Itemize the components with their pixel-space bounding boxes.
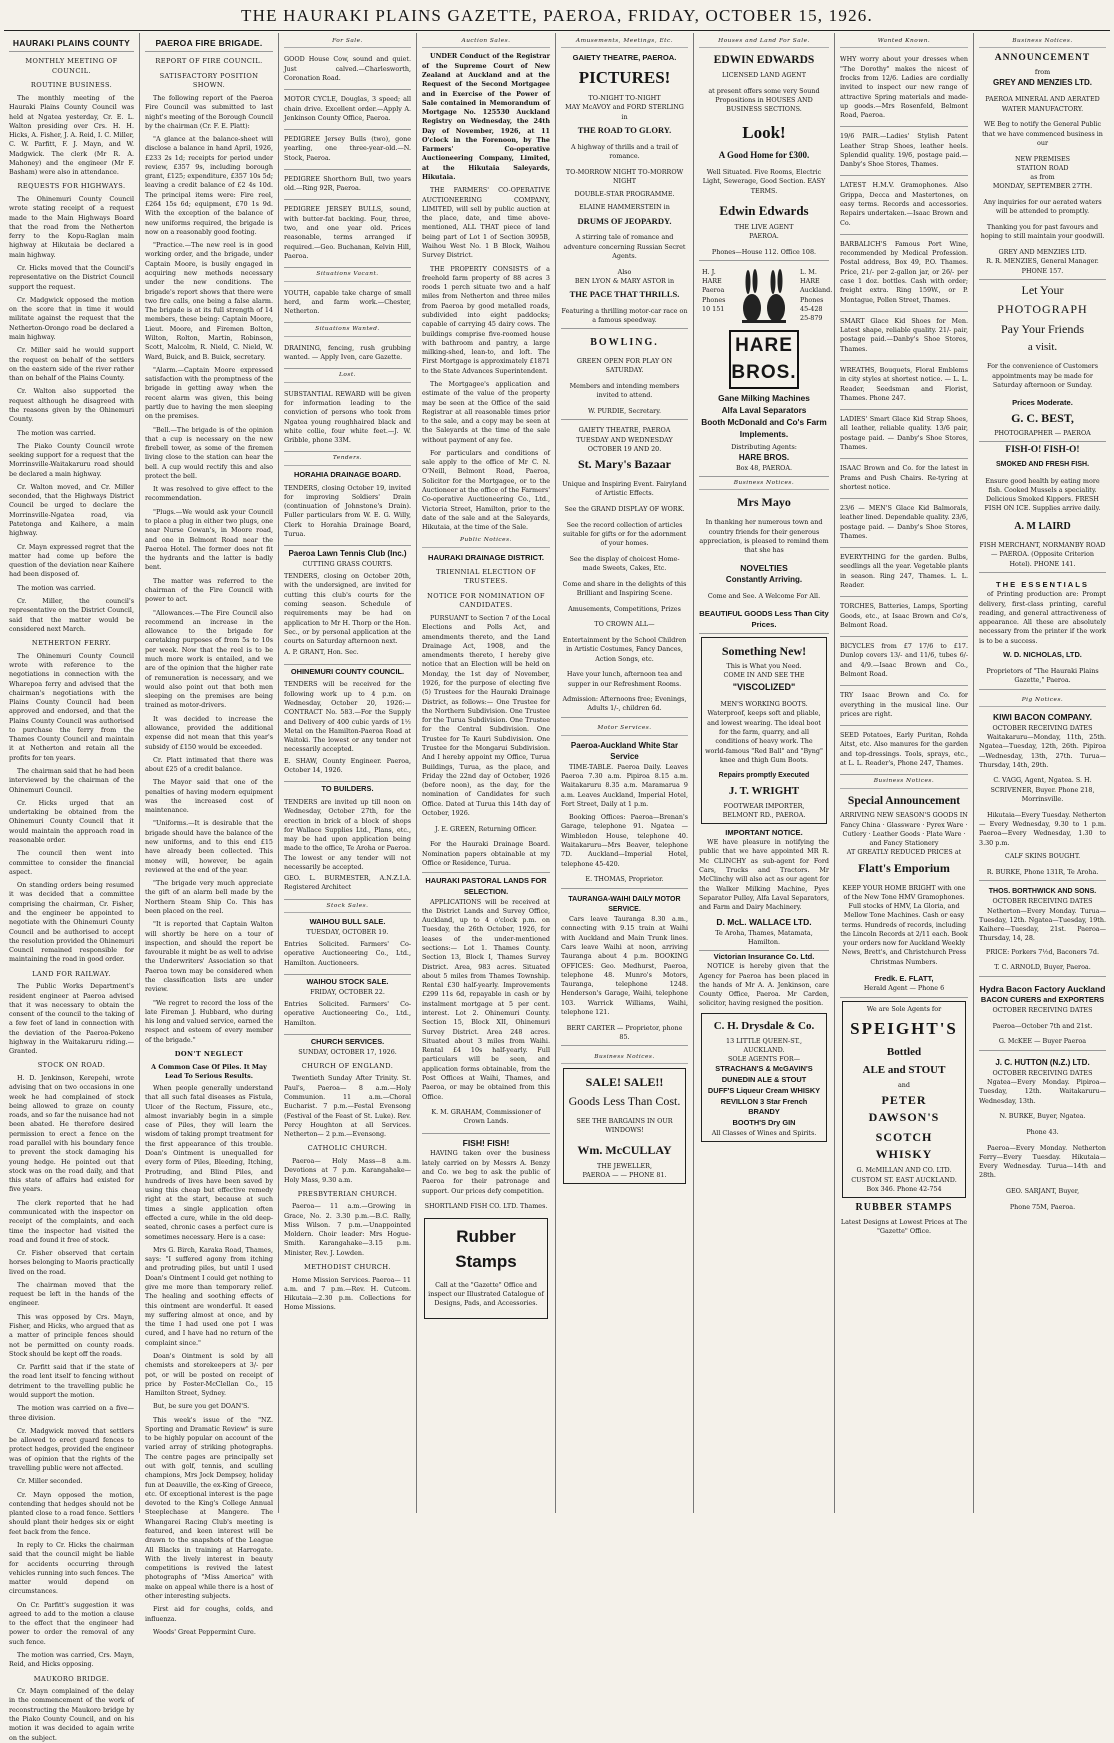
classified-ad: TENDERS are invited up till noon on Wednesday, October 27th, for the erection in brick of a block of shops for Wallace Supplies Ltd., Plans, etc., may be had upon application being made to the office, Te Aroha or Paeroa. The lowest or any tender will not necessarily be accepted. GEO. L. BURMESTER, A.N.Z.I.A. Registered Architect <box>284 795 411 900</box>
masthead: THE HAURAKI PLAINS GAZETTE, PAEROA, FRIDAY, OCTOBER 15, 1926. <box>241 6 873 25</box>
paragraph: "The brigade very much appreciate the gift of an alarm bell made by the Northern Steam Ship Co. This has been placed on the reel. <box>145 879 273 916</box>
ad-heading: Paeroa Lawn Tennis Club (Inc.) <box>288 549 407 559</box>
masthead-rule <box>4 30 1110 31</box>
paragraph: But, be sure you get DOAN'S. <box>153 1402 250 1411</box>
paragraph: Cr. Miller said he would support the request on behalf of the settlers on the eastern side of the river rather than on behalf of the Plains County. <box>9 346 134 383</box>
subheading: LAND FOR RAILWAY. <box>32 969 111 978</box>
section-label: Business Notices. <box>699 479 829 490</box>
subheading: SATISFACTORY POSITION SHOWN. <box>159 71 259 90</box>
paragraph: The Public Works Department's resident engineer at Paeroa advised that it was necessary to obtain the consent of the council to the taking of a few feet of land in connection with the deviation of the Paeroa-Pokeno highway in the Waitakaruru riding.—Granted. <box>9 982 134 1056</box>
paragraph: Cr. Walton also supported the request although he disagreed with the reasons given by the Ohinemuri County. <box>9 387 134 424</box>
subheading: NETHERTON FERRY. <box>31 639 112 648</box>
section-label: Lost. <box>284 371 411 382</box>
subheading: MAUKORO BRIDGE. <box>33 1674 110 1683</box>
section-label: Houses and Land For Sale. <box>699 37 829 48</box>
paragraph: The motion was carried on a five—three division. <box>9 1404 134 1422</box>
paragraph: The Ohinemuri County Council wrote with reference to the negotiations in connection with the Wharepoa ferry and advised that the chairman's negotiations with the Plains County Council had been approved and endorsed, and that the Plains County Council was authorised to purchase the ferry from the Thames County Council and maintain it at Netherton and retain all the profits for ten years. <box>9 651 134 762</box>
drysdale-ad: C. H. Drysdale & Co. 13 LITTLE QUEEN-ST., AUCKLAND. SOLE AGENTS FOR— STRACHAN'S & McGAVIN'S DUNEDIN ALE & STOUT DUFF'S Liqueur Cream WHISKY REVILLON 3 Star French BRANDY BOOTH'S Dry GIN All Classes of Wines and Spirits. <box>701 1013 827 1142</box>
ad-heading: HAURAKI PASTORAL LANDS FOR SELECTION. <box>422 872 550 897</box>
paragraph: It was decided to increase the allowance, provided the additional expense did not mean that this year's subsidy of £150 would be exceeded. <box>145 714 273 751</box>
paragraph: The Ohinemuri County Council wrote stating receipt of a request made to the Main Highways Board that the road from the Netherton ferry to the Kopu-Raglan main highway at Hikutaia be declared a main highway. <box>9 195 134 259</box>
paragraph: The Piako County Council wrote seeking support for a request that the Morrinsville-Waitakaruru road should be declared a main highway. <box>9 441 134 478</box>
column-business-notices: Business Notices. ANNOUNCEMENT from GREY AND MENZIES LTD. PAEROA MINERAL AND AERATED WATER MANUFACTORY. WE Beg to notify the General Public that we have commenced business in our NEW PREMISES STATION ROAD as from MONDAY, SEPTEMBER 27TH. Any inquiries for our aerated waters will be attended to promptly. Thanking you for past favours and hoping to still maintain your goodwill. GREY AND MENZIES LTD. R. R. MENZIES, General Manager. PHONE 157. Let Your PHOTOGRAPH Pay Your Friends a visit. For the convenience of Customers appointments may be made for Saturday afternoon or Sunday. Prices Moderate. G. C. BEST, PHOTOGRAPHER — PAEROA FISH-O! FISH-O! SMOKED AND FRESH FISH. Ensure good health by eating more fish. Cooked Mussels a speciality. Delicious Smoked Kippers. FRESH FISH ON ICE. Supplies arrive daily. A. M LAIRD FISH MERCHANT, NORMANBY ROAD — PAEROA. (Opposite Criterion Hotel). PHONE 141. THE ESSENTIALS of Printing production are: Prompt delivery, first-class printing, careful reading, and general attractiveness of appearance. All these are absolutely necessary from the printer if the work is to be a success. W. D. NICHOLAS, LTD. Proprietors of "The Hauraki Plains Gazette," Paeroa. Pig Notices. KIWI BACON COMPANY. OCTOBER RECEIVING DATES Waitakaruru—Monday, 11th, 25th. Ngatea—Tuesday, 12th, 26th. Pipiroa—Wednesday, 13th, 27th. Turua—Thursday, 14th, 29th. C. VAGG, Agent, Ngatea. S. H. SCRIVENER, Buyer. Phone 218, Morrinsville. Hikutaia—Every Tuesday. Netherton — Every Wednesday, 9.30 to 1 p.m. Paeroa—Every Wednesday, 1.30 to 3.30 p.m. CALF SKINS BOUGHT. R. BURKE, Phone 131R, Te Aroha. THOS. BORTHWICK AND SONS. OCTOBER RECEIVING DATES Netherton—Every Monday. Turua—Tuesday, 12th. Ngatea—Tuesday, 19th. Kaihere—Tuesday, 21st. Paeroa—Thursday, 14, 28. PRICE: Porkers 7½d, Baconers 7d. T. C. ARNOLD, Buyer, Paeroa. Hydra Bacon Factory Auckland BACON CURERS and EXPORTERS OCTOBER RECEIVING DATES Paeroa—October 7th and 21st. G. McKEE — Buyer Paeroa J. C. HUTTON (N.Z.) LTD. OCTOBER RECEIVING DATES Ngatea—Every Monday. Pipiroa—Tuesday, 12th. Waitakaruru—Wednesday, 13th. N. BURKE, Buyer, Ngatea. Phone 43. Paeroa—Every Monday. Netherton Ferry—Every Tuesday. Hikutaia—Every Wednesday. Turua—14th and 28th. GEO. SARJANT, Buyer, Phone 75M, Paeroa. <box>979 38 1106 1211</box>
column-amusements: Amusements, Meetings, Etc. GAIETY THEATRE, PAEROA. PICTURES! TO-NIGHT TO-NIGHT MAY McAVOY and FORD STERLING in THE ROAD TO GLORY. A highway of thrills and a trail of romance. TO-MORROW NIGHT TO-MORROW NIGHT DOUBLE-STAR PROGRAMME. ELAINE HAMMERSTEIN in DRUMS OF JEOPARDY. A stirring tale of romance and adventure concerning Russian Secret Agents. Also BEN LYON & MARY ASTOR in THE PACE THAT THRILLS. Featuring a thrilling motor-car race on a famous speedway. BOWLING. GREEN OPEN FOR PLAY ON SATURDAY. Members and intending members invited to attend. W. PURDIE, Secretary. GAIETY THEATRE, PAEROA TUESDAY AND WEDNESDAY OCTOBER 19 AND 20. St. Mary's Bazaar Unique and Inspiring Event. Fairyland of Artistic Effects. See the GRAND DISPLAY OF WORK. See the record collection of articles suitable for gifts or for the adornment of your homes. See the display of choicest Home-made Sweets, Cakes, Etc. Come and share in the delights of this Brilliant and Inspiring Scene. Amusements, Competitions, Prizes TO CROWN ALL— Entertainment by the School Children in Artistic Costumes, Fancy Dances, Action Songs, etc. Have your lunch, afternoon tea and supper in our Refreshment Rooms. Admission: Afternoons free; Evenings, Adults 1/-, children 6d. Motor Services. Paeroa-Auckland White Star Service TIME-TABLE. Paeroa Daily. Leaves Paeroa 7.30 a.m. Pipiroa 8.15 a.m. Waitakaruru 8.35 a.m. Maramarua 9 a.m. Leaves Auckland, Imperial Hotel, Fort Street, Daily at 1 p.m. Booking Offices: Paeroa—Brenan's Garage, telephone 91. Ngatea — Wimbledon House, telephone 40. Waitakaruru—Mrs Beaver, telephone 7D. Auckland—Imperial Hotel, telephone 45-420. E. THOMAS, Proprietor. TAURANGA-WAIHI DAILY MOTOR SERVICE. Cars leave Tauranga 8.30 a.m., connecting with 9.15 train at Waihi with Auckland and Main Trunk lines. Cars leave Waihi at noon, arriving Tauranga about 4 p.m. BOOKING OFFICES: Geo. Medhurst, Paeroa, telephone 48. Munro's Motors, Tauranga, telephone 1248. Henderson's Garage, Waihi, telephone 103. Warrick Williams, Waihi, telephone 121. BERT CARTER — Proprietor, phone 85. Business Notices. SALE! SALE!! Goods Less Than Cost. SEE THE BARGAINS IN OUR WINDOWS! Wm. McCULLAY THE JEWELLER, PAEROA — — PHONE 81. <box>556 33 694 1513</box>
section-label: Stock Sales. <box>284 902 411 913</box>
classified-ad: YOUTH, capable take charge of small herd, and farm work.—Chester, Netherton. <box>284 286 411 324</box>
column-houses-land: Houses and Land For Sale. EDWIN EDWARDS LICENSED LAND AGENT at present offers some very Sound Propositions in HOUSES AND BUSINESS SECTIONS. Look! A Good Home for £300. Well Situated. Five Rooms, Electric Light, Sewerage, Good Section. EASY TERMS. Edwin Edwards THE LIVE AGENT PAEROA. Phones—House 112. Office 108. H. J. HARE Paeroa Phones 10 151 L. M. HARE Auckland. Phones 45-428 25-879 HARE BROS. Gane Milking Machines Alfa Laval Separators Booth McDonald and Co's Farm Implements. Distributing Agents: HARE BROS. Box 48, PAEROA. Business Notices. Mrs Mayo In thanking her numerous town and country friends for their generous appreciation, is pleased to remind them that she has NOVELTIES Constantly Arriving. Come and See. A Welcome For All. BEAUTIFUL GOODS Less Than City Prices. Something New! This is What you Need. COME IN AND SEE THE "VISCOLIZED" MEN'S WORKING BOOTS. Waterproof, keeps soft and pliable, and lowest wearing. The ideal boot for the farm, quarry, and all conditions of heavy work. The world-famous "Red Ball" and "Byng" knee and thigh Gum Boots. Repairs promptly Executed J. T. WRIGHT FOOTWEAR IMPORTER, BELMONT RD., PAEROA. IMPORTANT NOTICE. WE have pleasure in notifying the public that we have appointed MR R. Mc CLINCHY as sub-agent for Ford Cars, Trucks and Tractors. Mr McClinchy will also act as our agent for the Walker Milking Machine, Pyes Separator Pulley, Alfa Laval Separators, and Farm and Dairy Machinery. D. McL. WALLACE LTD. Te Aroha, Thames, Matamata, Hamilton. Victorian Insurance Co. Ltd. NOTICE is hereby given that the Agency for Paeroa has been placed in the hands of Mr A. A. Jenkinson, care County Office, Paeroa. Mr Carden, solicitor, having resigned the position. C. H. Drysdale & Co. 13 LITTLE QUEEN-ST., AUCKLAND. SOLE AGENTS FOR— STRACHAN'S & McGAVIN'S DUNEDIN ALE & STOUT DUFF'S Liqueur Cream WHISKY REVILLON 3 Star French BRANDY BOOTH'S Dry GIN All Classes of Wines and Spirits. <box>694 33 835 1513</box>
section-label: Wanted Known. <box>840 37 968 48</box>
columns <box>4 33 1110 1742</box>
paragraph: The motion was carried, Crs. Mayn, Reid, and Hicks opposing. <box>9 1651 134 1669</box>
paragraph: "A glance at the balance-sheet will disclose a balance in hand April, 1926, £233 2s 1d; receipts for period under review, £357 9s, including borough grant, £125; expenditure, £357 10s 5d; leaving a credit balance of £2 4s 10d. The principal items were: Fire reel, £264 15s 6d; equipment, £70 1s 9d. With the exception of the balance of new uniforms required, the brigade is now on a reasonably good footing. <box>145 135 273 236</box>
subheading: DON'T NEGLECT <box>174 1049 244 1058</box>
ad-subheading: CUTTING GRASS COURTS. <box>302 559 393 568</box>
section-label: Public Notices. <box>422 536 550 547</box>
paragraph: The monthly meeting of the Hauraki Plains County Council was held at Ngatea yesterday, Cr. E. L. Walton presiding over Crs. H. H. Hicks, A. Fisher, J. A. Reid, I. C. Miller, C. W. Parfitt, F. J. Mayn, and W. Madgwick. The clerk (Mr R. A. Mahoney) and the engineer (Mr F. Basham) were also in attendance. <box>9 93 134 177</box>
subheading: REQUESTS FOR HIGHWAYS. <box>17 182 126 191</box>
section-label: Tenders. <box>284 454 411 465</box>
classified-ad: TENDERS, closing on October 20th, with the undersigned, are invited for cutting this club's courts for the coming season. Schedule of requirements may be had on application to Mr H. Thorp or the Hon. Sec., or by personal application at the courts on Saturday afternoon next. A. P. GRANT, Hon. Sec. <box>284 569 411 665</box>
ad-heading: WAIHOU STOCK SALE. <box>306 977 389 986</box>
column-fire-brigade <box>140 33 279 1636</box>
classified-ad: TENDERS will be received for the following work up to 4 p.m. on Wednesday, October 20, 1926:— CONTRACT No. 583.—For the Supply and Delivery of 400 cubic yards of 1½ Metal on the Hamilton-Paeroa Road at Waitoki. The lowest or any tender not necessarily accepted. E. SHAW, County Engineer. Paeroa, October 14, 1926. <box>284 677 411 782</box>
paragraph: Cr. Hicks moved that the Council's representative on the District Council support the request. <box>9 264 134 291</box>
hare-bros-ad: H. J. HARE Paeroa Phones 10 151 L. M. HARE Auckland. Phones 45-428 25-879 <box>699 268 829 326</box>
paragraph: Woods' Great Peppermint Cure. <box>153 1627 256 1636</box>
classified-ad: TENDERS, closing October 19, invited for improving Soldiers' Drain (continuation of Johnstone's Drain). Fuller particulars from W. E. G. Willy, Clerk to Horahia Drainage Board, Turua. <box>284 481 411 547</box>
paragraph: On Cr. Parfitt's suggestion it was agreed to add to the motion a clause to the effect that the engineer had power to order the removal of any such fence. <box>9 1600 134 1646</box>
section-label: Auction Sales. <box>422 37 550 48</box>
rubber-stamps-ad: Rubber Stamps Call at the "Gazette" Office and inspect our Illustrated Catalogue of Designs, Pads, and Accessories. <box>424 1218 548 1319</box>
classified-ad: PEDIGREE Jersey Bulls (two), gone yearling, one three-year-old.—N. Stock, Paeroa. <box>284 132 411 170</box>
paragraph: "Alarm.—Captain Moore expressed satisfaction with the promptness of the brigade in getting away when the recent alarm was given, this being partly due to having the men sleeping on the premises. <box>145 365 273 421</box>
paragraph: In reply to Cr. Hicks the chairman said that the council might be liable for accidents occurring through vehicles running into such fences. The matter would depend on circumstances. <box>9 1540 134 1596</box>
mccully-ad: SALE! SALE!! Goods Less Than Cost. SEE THE BARGAINS IN OUR WINDOWS! Wm. McCULLAY THE JEWELLER, PAEROA — — PHONE 81. <box>563 1068 686 1184</box>
heading: PAEROA FIRE BRIGADE. <box>145 37 273 52</box>
subheading: REPORT OF FIRE COUNCIL. <box>155 57 263 66</box>
paragraph: This week's issue of the "NZ. Sporting and Dramatic Review" is sure to be highly popular on account of the varied array of striking photographs. The centre pages are principally set out with golf, tennis, and sculling champions, Mrs Jock Dempsey, holiday fun at Deauville, the ex-King of Greece, etc. Of exceptional interest is the page devoted to the King's College Annual Steeplechase at Mangere. The Whangarei Racing Club's meeting is featured, and keen interest will be drawn to the snapshots of the League All Blacks in training at Harrogate. With the lively interest in beauty competitions is revived the latest photographs of "Miss America" with make on appeal while there is a host of other interesting subjects. <box>145 1415 273 1600</box>
ad-heading: WAIHOU BULL SALE. <box>309 917 386 927</box>
classified-ad: PEDIGREE Shorthorn Bull, two years old.—Ring 92R, Paeroa. <box>284 172 411 201</box>
subheading: ROUTINE BUSINESS. <box>30 81 113 90</box>
ad-heading: TO BUILDERS. <box>321 784 374 794</box>
paragraph: Cr. Walton moved, and Cr. Miller seconded, that the Highways District Council be urged to declare the Morrinsville-Ngatea road, via Patetonga and Kaihere, a main highway. <box>9 482 134 538</box>
paragraph: Cr. Mayn complained of the delay in the commencement of the work of reconstructing the Maukoro bridge by the Piako County Council, and on his motion it was decided to again write on the subject. <box>9 1687 134 1742</box>
subheading: MONTHLY MEETING OF COUNCIL. <box>25 57 118 75</box>
column-auction-sales: Auction Sales. UNDER Conduct of the Registrar of the Supreme Court of New Zealand at Auckland and at the Request of the Second Mortgagee and in Exercise of the Power of Sale contained in Memorandum of Mortgage No. 125530 Auckland Registry on Wednesday, the 24th Day of November, 1926, at 11 O'clock in the Forenoon, by The Farmers' Co-operative Auctioneering Company, Limited, at the Hikutaia Saleyards, Hikutaia. THE FARMERS' CO-OPERATIVE AUCTIONEERING COMPANY, LIMITED, will sell by public auction at the place, date, and time above-mentioned, ALL THAT piece of land being part of Lot 1 of Section 3095B, Waihou West No. 1 B Block, Waihou Survey District. THE PROPERTY CONSISTS of a freehold farm property of 88 acres 3 roods 1 perch situate two and a half miles from Netherton and three miles from Paeroa by good metalled roads, subdivided into eight paddocks; capable of carrying 45 dairy cows. The buildings comprise five-roomed house with bathroom and pantry, a large milking-shed, lean-to, and loft. The First Mortgage is approximately £1871 to the State Advances Superintendent. The Mortgagee's application and estimate of the value of the property may be seen at the Office of the said Registrar at all reasonable times prior to the sale, and a copy may be seen at the Saleyards at the time of the sale without payment of any fee. For particulars and conditions of sale apply to the office of Mr C. N. O'Neill, Belmont Road, Paeroa, Solicitor for the Mortgagee, or to the Auctioneer at the office of the Farmers' Co-operative Auctioneering Co., Ltd., Victoria Street, Hamilton, prior to the date of the sale and at the Saleyards, Hikutaia, at the time of the Sale. Public Notices. HAURAKI DRAINAGE DISTRICT. TRIENNIAL ELECTION OF TRUSTEES. NOTICE FOR NOMINATION OF CANDIDATES. PURSUANT to Section 7 of the Local Elections and Polls Act, and amendments thereto, and the Land Drainage Act, 1908, and the amendments thereto, I hereby give notice that an Election will be held on Monday, the 1st day of November, 1926, for the purpose of electing five (5) Trustees for the Hauraki Drainage District, as follows:— One Trustee for the Northern Subdivision. One Trustee for the Turua Subdivision. One Trustee for the Central Subdivision. One Trustee for Te Kauri Subdivision. One Trustee for the Mongarui Subdivision. And I hereby appoint my Office, Turua Buildings, Turua, as the place, and Friday the 22nd day of October, 1926 (before noon), as the day, for the nomination of Candidates for such Office. Dated at Turua this 14th day of October, 1926. J. E. GREEN, Returning Officer. For the Hauraki Drainage Board. Nomination papers obtainable at my Office or Residence, Turua. HAURAKI PASTORAL LANDS FOR SELECTION. APPLICATIONS will be received at the District Lands and Survey Office, Auckland, up to 4 o'clock p.m. on Tuesday, the 26th October, 1926, for leases of the under-mentioned sections:— Lot 1. Thames County. Section 13, Block I, Thames Survey District. Area, 983 acres. Situated about 5 miles from Thames Township. Rental £30 half-yearly. Improvements £299 11s 6d, repayable in cash or by instalment mortgage at 5 per cent. interest. Lot 2. Ohinemuri County. Section 15, Block XII, Ohinemuri Survey District. Area 248 acres. Situated about 3 miles from Waihi. Rental £4 10s half-yearly. Full particulars will be seen, and application forms obtainable, from the Post Offices at Waihi, Thames, and Paeroa, or may be obtained from this Office. K. M. GRAHAM, Commissioner of Crown Lands. FISH! FISH! HAVING taken over the business lately carried on by Messrs A. Benzy and Co. we beg to ask the public of Paeroa for their patronage and support. Our prices defy competition. SHORTLAND FISH CO. LTD. Thames. Rubber Stamps Call at the "Gazette" Office and inspect our Illustrated Catalogue of Designs, Pads, and Accessories. <box>417 33 556 1513</box>
paragraph: "It is reported that Captain Walton will shortly be here on a tour of inspection, and should the report be favourable it might be as well to advise the Underwriters' Association so that Paeroa town may be considered when the classification lists are under review. <box>145 920 273 994</box>
paragraph: "Practice.—The new reel is in good working order, and the brigade, under Captain Moore, is busily engaged in acquiring new methods necessary under the new conditions. The brigade's report shows that there were two fire calls, one being a false alarm. The brigade is at its full strength of 14 members, these being: Captain Moore, Lieut. Moore, and Firemen Bolton, Wilton, Rolton, Martin, Robinson, Scott, Malcolm, R. Nield, C. Nield, W. Ward, Buick, and B. Buick, secretary. <box>145 241 273 361</box>
speights-ad: We are Sole Agents for SPEIGHT'S Bottled ALE and STOUT and PETER DAWSON'S SCOTCH WHISKY G. McMILLAN AND CO. LTD. CUSTOM ST. EAST AUCKLAND. Box 346. Phone 42-754 <box>842 1001 966 1198</box>
paragraph: "Uniforms.—It is desirable that the brigade should have the balance of the new uniforms, and to this end £15 have already been collected. This money will, however, be again reviewed at the end of the year. <box>145 819 273 874</box>
paragraph: This was opposed by Crs. Mayn, Fisher, and Hicks, who argued that as a matter of principle fences should not be permitted on county roads. Stock should be kept off the roads. <box>9 1312 134 1358</box>
paragraph: First aid for coughs, colds, and influenza. <box>145 1605 273 1623</box>
paragraph: "Allowances.—The Fire Council also recommend an increase in the allowance to the brigade for caretaking purposes of from 5s to 10s per week. Now that the reel is to be much more work is entailed, and we are of the opinion that the higher rate of remuneration is necessary, and we would also point out that both men sleeping on the premises are being trained as motor-drivers. <box>145 608 273 710</box>
paragraph: When people generally understand that all such fatal diseases as Fistula, Ulcer of the Rectum, Fissure, etc., almost invariably begin in a simple case of Piles, they will learn the wisdom of taking prompt treatment for the first appearance of this trouble. Doan's Ointment is unequalled for every form of Piles, Bleeding, Itching, Protruding, and Blind Piles, and hundreds of lives have been saved by using this cheap but effective remedy right at the start, because at such times a single application often effected a cure, while in the old deep-seated, chronic cases a perfect cure is sometimes necessary. Here is a case: <box>145 1084 273 1241</box>
section-label: Motor Services. <box>561 724 688 735</box>
paragraph: Cr. Platt intimated that there was about £25 of a credit balance. <box>145 755 273 774</box>
paragraph: It was resolved to give effect to the recommendation. <box>145 485 273 503</box>
classified-ad: PEDIGREE JERSEY BULLS, sound, with butter-fat backing. Four, three, two, and one year old. Prices reasonable, terms arranged if required.—Geo. Buchanan, Kelvin Hill, Paeroa. <box>284 202 411 268</box>
classified-ad: MOTOR CYCLE, Douglas, 3 speed; all chain drive. Excellent order.—Apply A. Jenkinson County Office, Paeroa. <box>284 92 411 130</box>
ad-heading: HAURAKI DRAINAGE DISTRICT. <box>427 552 544 562</box>
section-label: Business Notices. <box>979 37 1106 48</box>
paragraph: The motion was carried. <box>17 428 96 437</box>
section-label: Amusements, Meetings, Etc. <box>561 37 688 48</box>
paragraph: Cr. Hicks urged that an undertaking be obtained from the Ohinemuri County Council that it would maintain the approach road in reasonable order. <box>9 798 134 845</box>
column-wanted-known: Wanted Known. WHY worry about your dresses when "The Dorothy" makes the nicest of frocks from 12/6. Ladies are cordially invited to inspect our new range of attractive Spring materials and made-up goods.—Mrs Rosenfeld, Belmont Road, Paeroa. 19/6 PAIR.—Ladies' Stylish Patent Leather Strap Shoes, leather heels. Splendid quality. 19/6, postage paid.—Danby's Shoe Stores, Thames. LATEST H.M.V. Gramophones. Also Grippa, Decca and Mastertones, on easy terms. Records and accessories. Repairs undertaken.—Isaac Brown and Co. BARBALICH'S Famous Port Wine, recommended by Medical Profession. Postal address, Box 49, P.O. Thames. Price, 21/- per 2-gallon jar, or 26/- per case 1 doz. bottles. Cash with order; freight extra. Ring 159W., or P. Montague, Pollen Street, Thames. SMART Glace Kid Shoes for Men. Latest shape, reliable quality. 21/- pair, postage paid.—Danby's Shoe Stores, Thames. WREATHS, Bouquets, Floral Emblems in city styles at shortest notice. — L. L. Reader, Seedsman and Florist, Thames. Phone 247. LADIES' Smart Glace Kid Strap Shoes, all leather, reliable quality. 13/6 pair, postage paid. — Danby's Shoe Stores, Thames. ISAAC Brown and Co. for the latest in Prams and Push Chairs. Re-tyring at shortest notice. 23/6 — MEN'S Glace Kid Balmorals, leather lined. Dependable quality. 23/6, postage paid. — Danby's Shoe Stores, Thames. EVERYTHING for the garden. Bulbs, seedlings all the year. Vegetable plants in season. Ring 247, Thames. L. L. Reader. TORCHES, Batteries, Lamps, Sporting Goods, etc., at Isaac Brown and Co's, Belmont Road. BICYCLES from £7 17/6 to £17. Dunlop covers 13/- and 11/6, tubes 6/- and 4/9.—Isaac Brown and Co., Belmont Road. TRY Isaac Brown and Co. for everything in the musical line. Our prices are right. SEED Potatoes, Early Puritan, Rohda Aitst, etc. Also manures for the garden and top-dressings. Tools, sprays, etc., at L. L. Reader's, Phone 247, Thames. Business Notices. Special Announcement ARRIVING NEW SEASON'S GOODS IN Fancy China · Glassware · Pyrex Ware · Cutlery · Leather Goods · Plate Ware · and Fancy Stationery AT GREATLY REDUCED PRICES at Flatt's Emporium KEEP YOUR HOME BRIGHT with one of the New Tone HMV Gramophones. Full stocks of HMV, La Gloria, and Mellow Tone Machines. Cash or easy terms. Hundreds of records, including the Lincoln Records at 2/11 each. Book your orders now for Auckland Weekly News, Brett's, and Christchurch Press Christmas Numbers. Fredk. E. FLATT, Herald Agent — Phone 6 We are Sole Agents for SPEIGHT'S Bottled ALE and STOUT and PETER DAWSON'S SCOTCH WHISKY G. McMILLAN AND CO. LTD. CUSTOM ST. EAST AUCKLAND. Box 346. Phone 42-754 RUBBER STAMPS Latest Designs at Lowest Prices at The "Gazette" Office. <box>835 33 974 1513</box>
paragraph: Mrs G. Birch, Karaka Road, Thames, says: "I suffered agony from itching and protruding piles, but until I used Doan's Ointment I could get nothing to give me more than temporary relief. The healing and soothing effects of this ointment are wonderful. It eased my suffering almost at once, and by the time I had used one pot I was cured, and I have had no return of the complaint since." <box>145 1245 273 1347</box>
paragraph: Cr. Mayn expressed regret that the matter had come up before the question of the deviation near Kaihere had been disposed of. <box>9 542 134 579</box>
subheading: A Common Case Of Piles. It May Lead To Serious Results. <box>151 1062 267 1080</box>
paragraph: Cr. Miller, the council's representative on the District Council, said that the matter would be considered next March. <box>9 597 134 633</box>
column-classifieds: For Sale. GOOD House Cow, sound and quiet. Just calved.—Charlesworth, Coronation Road. MOTOR CYCLE, Douglas, 3 speed; all chain drive. Excellent order.—Apply A. Jenkinson County Office, Paeroa. PEDIGREE Jersey Bulls (two), gone yearling, one three-year-old.—N. Stock, Paeroa. PEDIGREE Shorthorn Bull, two years old.—Ring 92R, Paeroa. PEDIGREE JERSEY BULLS, sound, with butter-fat backing. Four, three, two, and one year old. Prices reasonable, terms arranged if required.—Geo. Buchanan, Kelvin Hill, Paeroa. Situations Vacant. YOUTH, capable take charge of small herd, and farm work.—Chester, Netherton. Situations Wanted. DRAINING, fencing, rush grubbing wanted. — Apply Iven, care Gazette. Lost. SUBSTANTIAL REWARD will be given for information leading to the conviction of persons who took from Ngatea young roughhaired black and white collie, four white feet.—J. W. Gribble, phone 33M. Tenders. HORAHIA DRAINAGE BOARD. TENDERS, closing October 19, invited for improving Soldiers' Drain (continuation of Johnstone's Drain). Fuller particulars from W. E. G. Willy, Clerk to Horahia Drainage Board, Turua. Paeroa Lawn Tennis Club (Inc.) CUTTING GRASS COURTS. TENDERS, closing on October 20th, with the undersigned, are invited for cutting this club's courts for the coming season. Schedule of requirements may be had on application to Mr H. Thorp or the Hon. Sec., or by personal application at the courts on Saturday afternoon next. A. P. GRANT, Hon. Sec. OHINEMURI COUNTY COUNCIL. TENDERS will be received for the following work up to 4 p.m. on Wednesday, October 20, 1926:— CONTRACT No. 583.—For the Supply and Delivery of 400 cubic yards of 1½ Metal on the Hamilton-Paeroa Road at Waitoki. The lowest or any tender not necessarily accepted. E. SHAW, County Engineer. Paeroa, October 14, 1926. TO BUILDERS. TENDERS are invited up till noon on Wednesday, October 27th, for the erection in brick of a block of shops for Wallace Supplies Ltd., Plans, etc., may be had upon application being made to the office, Te Aroha or Paeroa. The lowest or any tender will not necessarily be accepted. GEO. L. BURMESTER, A.N.Z.I.A. Registered Architect Stock Sales. WAIHOU BULL SALE. TUESDAY, OCTOBER 19. Entries Solicited. Farmers' Co-operative Auctioneering Co., Ltd., Hamilton. Auctioneers. WAIHOU STOCK SALE. FRIDAY, OCTOBER 22. Entries Solicited. Farmers' Co-operative Auctioneering Co., Ltd., Hamilton. CHURCH SERVICES. SUNDAY, OCTOBER 17, 1926. CHURCH OF ENGLAND. Twentieth Sunday After Trinity. St. Paul's, Paeroa— 8 a.m.—Holy Communion. 11 a.m.—Choral Eucharist. 7 p.m.—Festal Evensong (Festival of the Feast of St. Luke). Rev. Percy Houghton at all Services. Netherton— 2 p.m.—Evensong. CATHOLIC CHURCH. Paeroa— Holy Mass—8 a.m. Devotions at 7 p.m. Karangahake— Holy Mass, 9.30 a.m. PRESBYTERIAN CHURCH. Paeroa— 11 a.m.—Growing in Grace, No. 2. 3.30 p.m.—B.C. Rally, Miss Wilson. 7 p.m.—Unappointed Moldern. Choir leader: Mrs Hogue-Smith. Karangahake—3.15 p.m. Minister, Rev. J. Lowden. METHODIST CHURCH. Home Mission Services. Paeroa— 11 a.m. and 7 p.m.—Rev. H. Cutcom. Hikutaia—2.30 p.m. Collections for Home Missions. <box>279 33 417 1513</box>
section-label: Business Notices. <box>561 1053 688 1064</box>
paragraph: Cr. Fisher observed that certain horses belonging to Maoris practically lived on the road. <box>9 1249 134 1276</box>
paragraph: The clerk reported that he had communicated with the inspector on receipt of the complaints, and each time the inspector had visited the road and found it free of stock. <box>9 1198 134 1244</box>
subheading: STOCK ON ROAD. <box>37 1061 106 1070</box>
section-label: Situations Wanted. <box>284 325 411 336</box>
paragraph: The chairman said that he had been interviewed by the chairman of the Ohinemuri Council. <box>9 767 134 794</box>
classified-ad: SUBSTANTIAL REWARD will be given for information leading to the conviction of persons who took from Ngatea young roughhaired black and white collie, four white feet.—J. W. Gribble, phone 33M. <box>284 387 411 453</box>
classified-ad: DRAINING, fencing, rush grubbing wanted. — Apply Iven, care Gazette. <box>284 341 411 370</box>
paragraph: The Mayor said that one of the penalties of having modern equipment was the increased cost of maintenance. <box>145 778 273 815</box>
paragraph: The chairman moved that the request be left in the hands of the engineer. <box>9 1280 134 1308</box>
section-label: Pig Notices. <box>979 696 1106 707</box>
section-label: Business Notices. <box>840 777 968 788</box>
wright-ad: Something New! This is What you Need. COME IN AND SEE THE "VISCOLIZED" MEN'S WORKING BOOTS. Waterproof, keeps soft and pliable, and lowest wearing. The ideal boot for the farm, quarry, and all conditions of heavy work. The world-famous "Red Ball" and "Byng" knee and thigh Gum Boots. Repairs promptly Executed J. T. WRIGHT FOOTWEAR IMPORTER, BELMONT RD., PAEROA. <box>701 637 827 824</box>
paragraph: "Plugs.—We would ask your Council to place a plug in either two plugs, one near Nurse Cowan's, in Moore road, and one in Belmont Road near the Paeroa Hotel. The former does not fit the hydrants and the latter is badly bent. <box>145 507 273 572</box>
paragraph: The motion was carried. <box>17 583 96 592</box>
paragraph: The council then went into committee to consider the financial aspect. <box>9 849 134 876</box>
paragraph: Cr. Parfitt said that if the state of the road lent itself to fencing without detriment to the travelling public he would support the motion. <box>9 1363 134 1400</box>
paragraph: Cr. Madgwick moved that settlers be allowed to erect guard fences to protect hedges, provided the engineer was of opinion that the rights of the travelling public were not affected. <box>9 1426 134 1472</box>
paragraph: Cr. Madgwick opposed the motion on the score that in time it would militate against the request that the Netherton-Orongo road be declared a main highway. <box>9 295 134 341</box>
rabbits-illustration <box>734 268 794 326</box>
section-label: For Sale. <box>284 37 411 48</box>
classified-ad: Entries Solicited. Farmers' Co-operative Auctioneering Co., Ltd., Hamilton. <box>284 997 411 1035</box>
paragraph: Cr. Miller seconded. <box>17 1477 83 1486</box>
column-county-council <box>4 33 140 1742</box>
paragraph: "We regret to record the loss of the late Fireman J. Hubbard, who during his long and valued service, earned the respect and esteem of every member of the brigade." <box>145 998 273 1044</box>
ad-heading: HORAHIA DRAINAGE BOARD. <box>294 469 401 479</box>
section-label: Situations Vacant. <box>284 270 411 281</box>
ad-heading: FISH! FISH! <box>422 1133 550 1149</box>
hare-bros-logo: HARE BROS. <box>729 330 799 389</box>
heading: HAURAKI PLAINS COUNTY <box>9 37 134 52</box>
paragraph: H. D. Jenkinson, Kerepehi, wrote advising that on two occasions in one week he had complained of stock being allowed to graze on county roads, and so far the nuisance had not been abated. He therefore desired permission to erect a fence on the road parallel with his boundary fence to prevent the stock damaging his young hedge. He pointed out that stock was on the road daily, and that this state of affairs had existed for five years. <box>9 1074 134 1194</box>
pictures-heading: PICTURES! <box>578 68 671 88</box>
paragraph: Cr. Mayn opposed the motion, contending that hedges should not be planted close to a road fence. Settlers should plant their hedges six or eight feet back from the fence. <box>9 1490 134 1536</box>
paragraph: On standing orders being resumed it was decided that a committee comprising the chairman, Cr. Fisher, and the engineer be appointed to negotiate with the Ohinemuri County Council and be authorised to accept the resolution provided the Ohinemuri Council remained responsible for maintaining the road in good order. <box>9 881 134 964</box>
classified-ad: GOOD House Cow, sound and quiet. Just calved.—Charlesworth, Coronation Road. <box>284 52 411 90</box>
ad-heading: CHURCH SERVICES. <box>310 1036 385 1046</box>
paragraph: Doan's Ointment is sold by all chemists and storekeepers at 3/- per pot, or will be posted on receipt of price by Foster-McClellan Co., 15 Hamilton Street, Sydney. <box>145 1351 273 1398</box>
paragraph: "Bell.—The brigade is of the opinion that a cup is necessary on the new firebell tower, as some of the firemen living close to the station can hear the bell. A cup would rectify this and also protect the bell. <box>145 425 273 480</box>
ad-heading: OHINEMURI COUNTY COUNCIL. <box>290 666 405 676</box>
paragraph: The matter was referred to the chairman of the Fire Council with power to act. <box>145 576 273 604</box>
paragraph: The following report of the Paeroa Fire Council was submitted to last night's meeting of the Borough Council by the chairman (Cr. F. E. Platt): <box>145 93 273 130</box>
classified-ad: Entries Solicited. Farmers' Co-operative Auctioneering Co., Ltd., Hamilton. Auctioneers. <box>284 937 411 975</box>
